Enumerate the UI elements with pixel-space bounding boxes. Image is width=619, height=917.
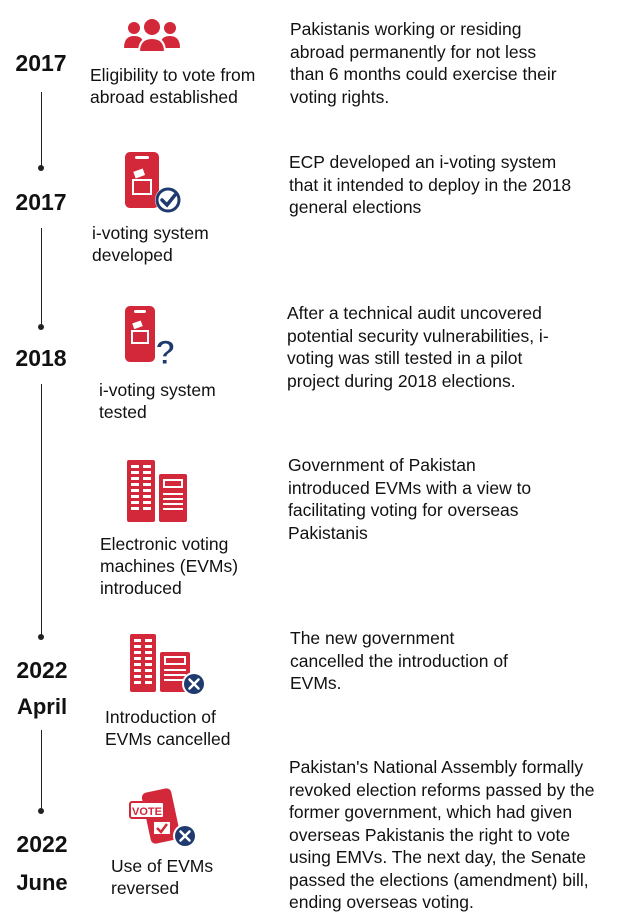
people-icon xyxy=(124,18,180,57)
timeline-line xyxy=(41,228,42,326)
phone-vote-cancel-icon xyxy=(130,788,202,861)
year-label: 2022 xyxy=(16,657,68,683)
year-label: 2017 xyxy=(15,50,67,76)
event-description: Government of Pakistan introduced EVMs with a view to facilitating voting for overseas Pakistanis xyxy=(288,455,532,543)
vote-badge-text: VOTE xyxy=(132,806,162,818)
timeline-line xyxy=(41,384,42,636)
event-title: i-voting system developed xyxy=(92,223,209,265)
timeline-line xyxy=(41,92,42,166)
event-description: Pakistanis working or residing abroad permanently for not less than 6 months could exercise their voting rights. xyxy=(290,19,557,107)
svg-text:?: ? xyxy=(155,334,176,372)
event-description: Pakistan's National Assembly formally revoked election reforms passed by the former government, which had given overseas Pakistanis the right to vote using EMVs. The next day, the Senate passed the elections (amendment) bill, ending overseas voting. xyxy=(289,757,595,912)
event-description: The new government cancelled the introduction of EVMs. xyxy=(290,628,508,693)
timeline-line xyxy=(41,730,42,810)
event-title: Introduction of EVMs cancelled xyxy=(105,707,231,749)
timeline-dot xyxy=(38,808,44,814)
event-title: Eligibility to vote from abroad established xyxy=(90,65,256,107)
timeline-dot xyxy=(38,165,44,171)
event-description: After a technical audit uncovered potential security vulnerabilities, i-voting was still tested in a pilot project during 2018 elections. xyxy=(287,303,549,391)
timeline-dot xyxy=(38,324,44,330)
year-label: 2017 xyxy=(15,189,67,215)
evm-cancel-icon xyxy=(130,634,210,703)
timeline-dot xyxy=(38,634,44,640)
year-month-label: June xyxy=(16,870,68,895)
event-title: Electronic voting machines (EVMs) introduced xyxy=(100,534,239,598)
event-title: Use of EVMs reversed xyxy=(111,856,214,898)
phone-vote-question-icon xyxy=(125,306,181,373)
year-label: 2018 xyxy=(15,345,67,371)
event-description: ECP developed an i-voting system that it intended to deploy in the 2018 general elections xyxy=(289,152,572,217)
phone-vote-check-icon xyxy=(125,152,185,221)
year-month-label: April xyxy=(16,694,68,719)
event-title: i-voting system tested xyxy=(99,380,216,422)
year-label: 2022 xyxy=(16,831,68,857)
evm-machine-icon xyxy=(127,460,189,529)
